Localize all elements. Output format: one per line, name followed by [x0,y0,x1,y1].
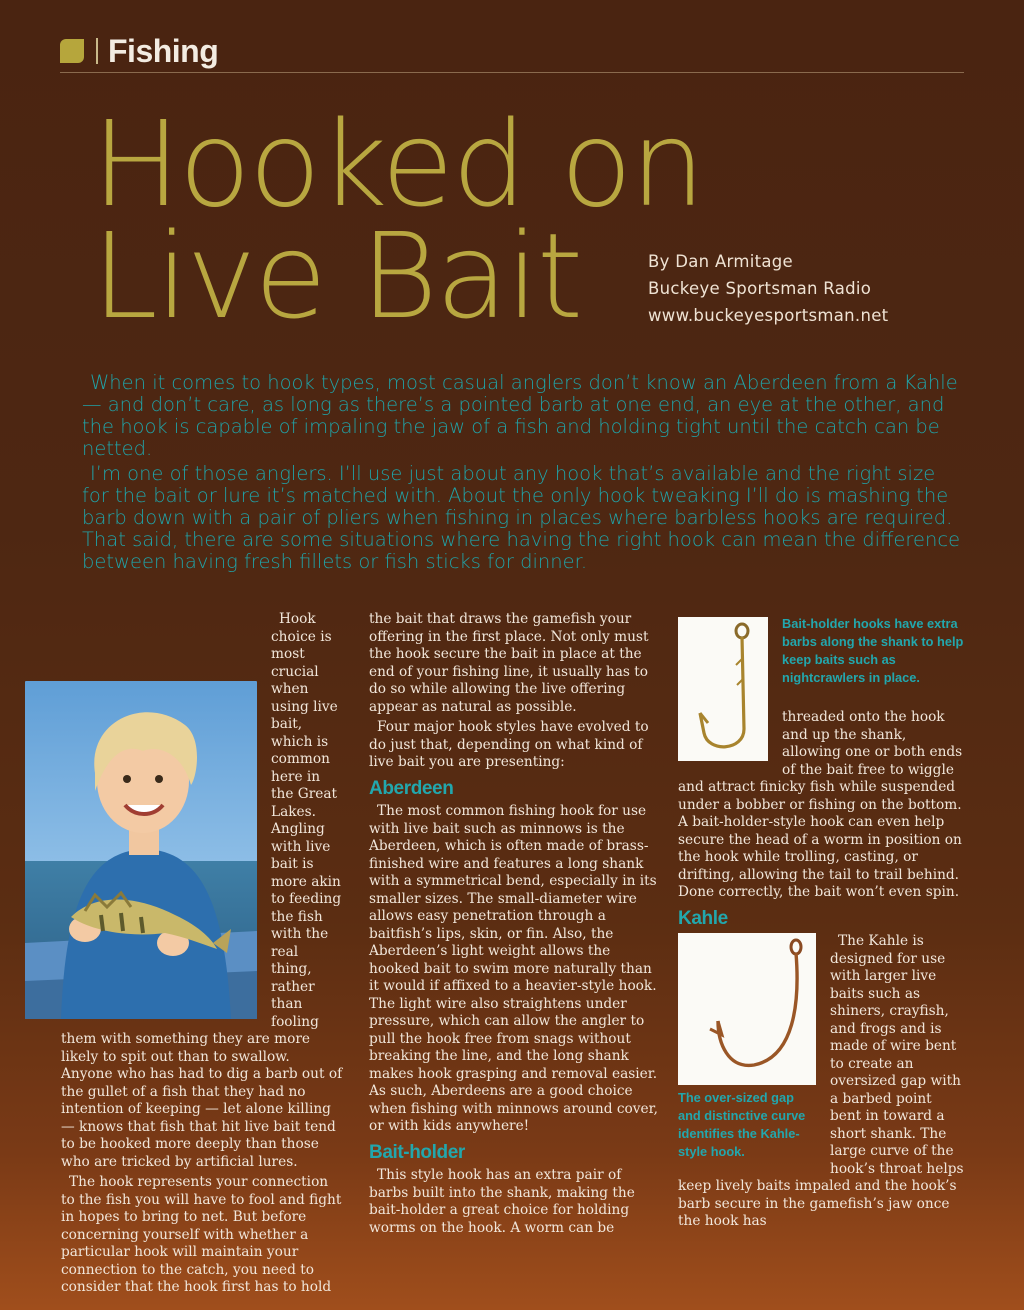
title-line-1: Hooked on [92,95,704,233]
subhead-kahle: Kahle [678,907,728,929]
col2-paragraph-1: the bait that draws the gamefish your offering in the first place. Not only must the hook secure the bait in place at the end of your fishing line, it usually has to do so while allowing the live offering appear as natural as possible. [369,611,649,715]
kahle-hook-image [678,933,816,1085]
body-column-3 [678,611,964,1231]
section-header [60,32,219,69]
subhead-aberdeen: Aberdeen [369,777,454,799]
body-column-1 [61,611,343,1297]
section-divider [96,38,98,64]
col1-paragraph-1 [61,611,343,1171]
byline-org: Buckeye Sportsman Radio [648,279,872,298]
bait-holder-hook-drawing [678,617,768,761]
kahle-caption: The over-sized gap and distinctive curve identifies the Kahle-style hook. [678,1090,806,1159]
section-label: Fishing [108,32,219,69]
intro-paragraph-2: I’m one of those anglers. I’ll use just about any hook that’s available and the right size for the bait or lure it’s matched with. About the only hook tweaking I’ll do is mashing the barb down with a pair of pliers when fishing in places where barbless hooks are required. That said, there are some situations where having the right hook can mean the difference between having fresh fillets or fish sticks for dinner. [82,462,961,573]
article-title [92,95,704,345]
byline-url: www.buckeyesportsman.net [648,306,889,325]
subhead-bait-holder: Bait-holder [369,1141,465,1163]
bait-holder-caption: Bait-holder hooks have extra barbs along the shank to help keep baits such as nightcrawlers in place. [782,616,964,685]
col3-paragraph-1: threaded onto the hook and up the shank, allowing one or both ends of the bait free to wiggle and attract finicky fish while suspended under a bobber or fishing on the bottom. A bait-holder-style hook can even help secure the head of a worm in position on the hook while trolling, casting, or drifting, allowing the tail to trail behind. Done correctly, the bait won’t even spin. [678,709,963,900]
title-line-2: Live Bait [92,207,582,345]
bait-holder-hook-image [678,617,768,761]
body-column-2 [369,611,659,1237]
kahle-hook-drawing [678,933,816,1085]
boy-with-perch-photo [25,681,257,1019]
article-intro [82,372,962,576]
col2-paragraph-2: Four major hook styles have evolved to do just that, depending on what kind of live bait you are presenting: [369,719,649,770]
col1-paragraph-1-text: Hook choice is most crucial when using live bait, which is common here in the Great Lakes. Angling with live bait is more akin to feeding the fish with the real thing, rather than fooling them with something they are more likely to spit out than to swallow. Anyone who has had to dig a barb out of the gullet of a fish that they had no intention of keeping — let alone killing — knows that fish that hit live bait tend to be hooked more deeply than those who are tricked by artificial lures. [61,611,343,1170]
header-rule [60,72,964,73]
kahle-figure [678,933,816,1161]
photo-illustration [25,681,257,1019]
col2-paragraph-4: This style hook has an extra pair of barbs built into the shank, making the bait-holder a great choice for holding worms on the hook. A worm can be [369,1167,635,1236]
col1-paragraph-2: The hook represents your connection to the fish you will have to fool and fight in hopes to bring to net. But before concerning yourself with whether a particular hook will maintain your connection to the catch, you need to consider that the hook first has to hold [61,1174,342,1295]
byline [648,248,888,329]
section-marker [60,39,84,63]
byline-author: By Dan Armitage [648,252,793,271]
col3-paragraph-2: The Kahle is designed for use with larger live baits such as shiners, crayfish, and frogs and is made of wire bent to create an oversized gap with a barbed point bent in toward a short shank. The large curve of the hook’s throat helps keep lively baits impaled and the hook’s barb secure in the gamefish’s jaw once the hook has [678,933,964,1229]
intro-paragraph-1: When it comes to hook types, most casual anglers don’t know an Aberdeen from a Kahle — and don’t care, as long as there’s a pointed barb at one end, an eye at the other, and the hook is capable of impaling the jaw of a fish and holding tight until the catch can be netted. [82,371,958,460]
col2-paragraph-3: The most common fishing hook for use with live bait such as minnows is the Aberdeen, which is often made of brass-finished wire and features a long shank with a symmetrical bend, especially in its smaller sizes. The small-diameter wire allows easy penetration through a baitfish’s lips, skin, or fin. Also, the Aberdeen’s light weight allows the hooked bait to swim more naturally than it would if affixed to a heavier-style hook. The light wire also straightens under pressure, which can allow the angler to pull the hook free from snags without breaking the line, and the long shank makes hook grasping and removal easier. As such, Aberdeens are a good choice when fishing with minnows around cover, or with kids anywhere! [369,803,658,1134]
